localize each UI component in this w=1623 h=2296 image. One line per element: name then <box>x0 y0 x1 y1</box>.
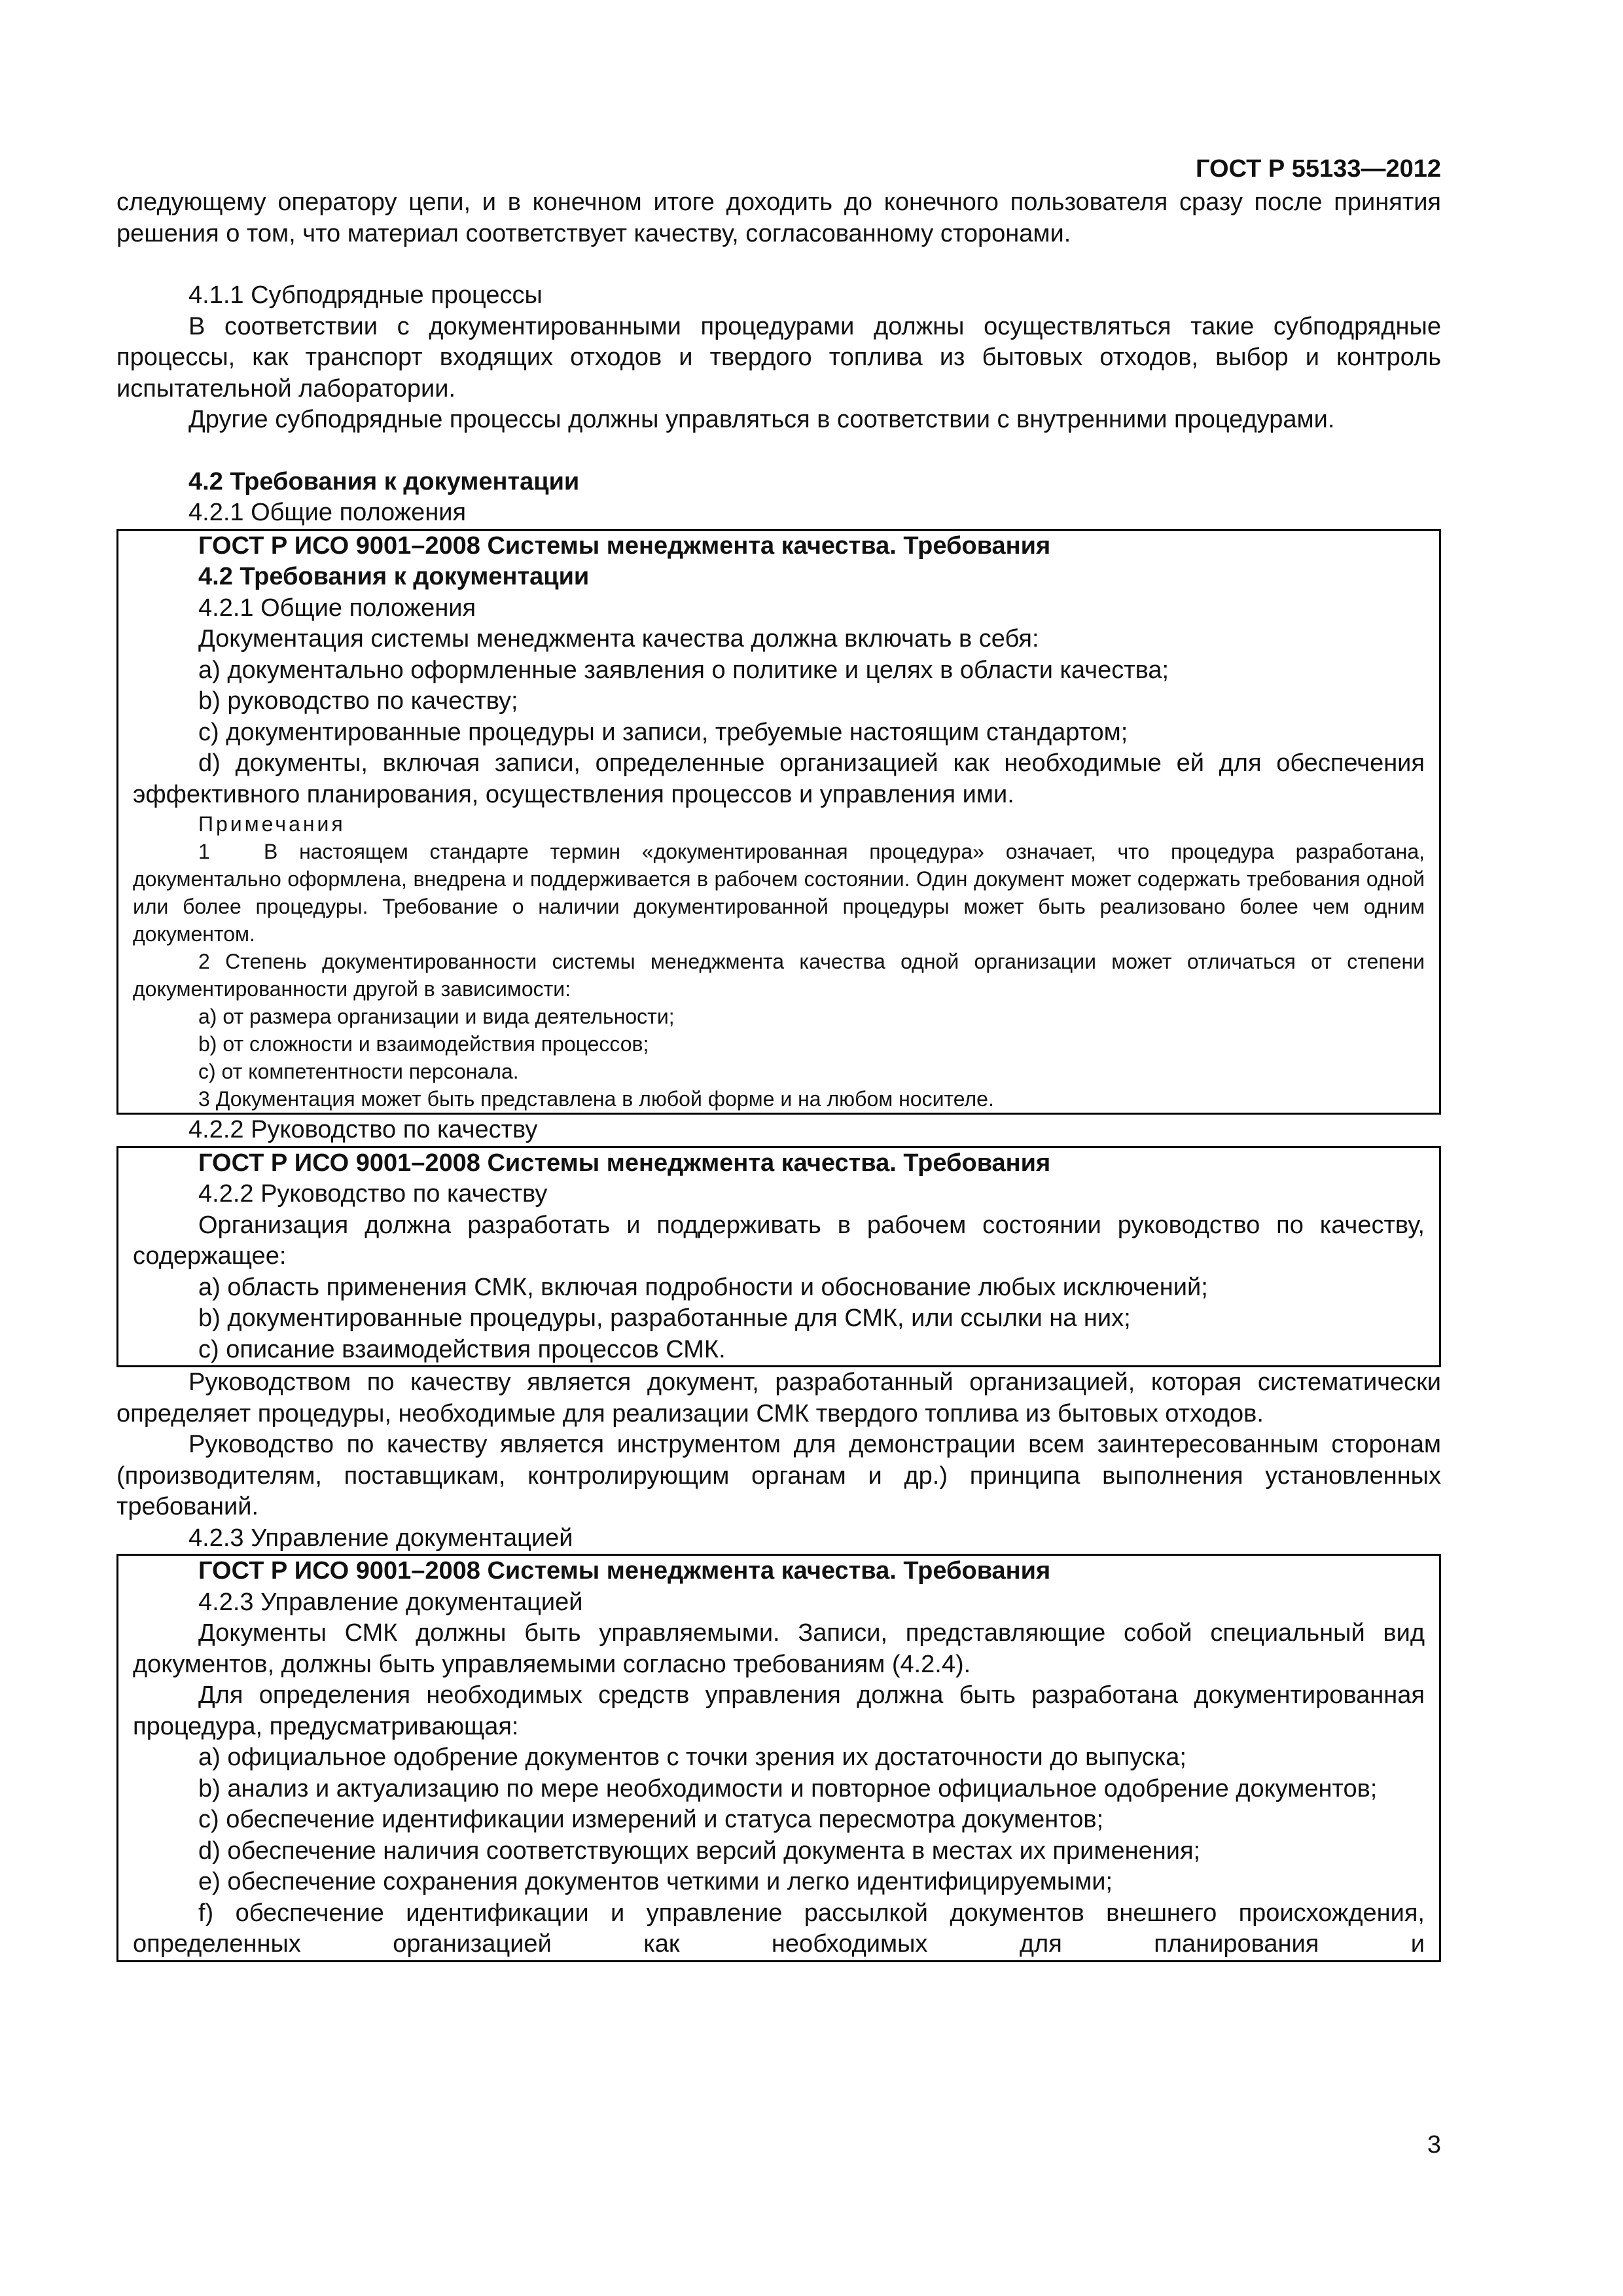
section-4-2-2-paragraph-1: Руководством по качеству является документ, разработанный организацией, которая систематически определяет процедуры, необходимые для реализации СМК твердого топлива из бытовых отходов. <box>116 1369 1441 1427</box>
quote-list-item: f) обеспечение идентификации и управление рассылкой документов внешнего происхождения, определенных организацией как необходимых для планирования и <box>133 1899 1425 1958</box>
quote-list-item: a) область применения СМК, включая подробности и обоснование любых исключений; <box>198 1273 1208 1301</box>
section-4-2-2-paragraph-2: Руководство по качеству является инструментом для демонстрации всем заинтересованным сторонам (производителям, поставщикам, контролирующим органам и др.) принципа выполнения установленных требований. <box>116 1431 1441 1520</box>
quote-box-4-2-3 <box>116 1554 1441 1962</box>
section-4-1-1-paragraph-2: Другие субподрядные процессы должны управляться в соответствии с внутренними процедурами. <box>188 406 1335 433</box>
note-3: 3 Документация может быть представлена в любой форме и на любом носителе. <box>198 1087 994 1111</box>
note-1-text: В настоящем стандарте термин «документированная процедура» означает, что процедура разработана, документально оформлена, внедрена и поддерживается в рабочем состоянии. Один документ может содержать требования одной или более процедуры. Требование о наличии документированной процедуры может быть реализовано более чем одним документом. <box>133 840 1425 946</box>
note-2-item: c) от компетентности персонала. <box>198 1060 519 1083</box>
quote-list-item: a) официальное одобрение документов с точки зрения их достаточности до выпуска; <box>198 1744 1186 1771</box>
quote-section-title: 4.2.2 Руководство по качеству <box>198 1180 548 1208</box>
quote-standard-title: ГОСТ Р ИСО 9001–2008 Системы менеджмента качества. Требования <box>198 531 1051 560</box>
quote-paragraph: Для определения необходимых средств управления должна быть разработана документированная процедура, предусматривающая: <box>133 1681 1425 1740</box>
quote-list-item: e) обеспечение сохранения документов четкими и легко идентифицируемыми; <box>198 1868 1113 1895</box>
quote-intro: Документация системы менеджмента качества должна включать в себя: <box>198 625 1039 653</box>
quote-list-item: d) документы, включая записи, определенные организацией как необходимые ей для обеспечения эффективного планирования, осуществления процессов и управления ими. <box>133 749 1425 808</box>
quote-list-item: d) обеспечение наличия соответствующих версий документа в местах их применения; <box>198 1837 1201 1865</box>
note-2: 2 Степень документированности системы менеджмента качества одной организации может отличаться от степени документированности другой в зависимости: <box>133 950 1425 1001</box>
quote-list-item: c) документированные процедуры и записи, требуемые настоящим стандартом; <box>198 718 1128 746</box>
quote-standard-title: ГОСТ Р ИСО 9001–2008 Системы менеджмента качества. Требования <box>198 1557 1051 1585</box>
quote-list-item: a) документально оформленные заявления о политике и целях в области качества; <box>198 656 1169 684</box>
quote-box-4-2-2 <box>116 1146 1441 1368</box>
note-2-item: a) от размера организации и вида деятельности; <box>198 1005 675 1028</box>
note-1 <box>133 838 1425 948</box>
section-4-2-3-title: 4.2.3 Управление документацией <box>188 1524 573 1552</box>
notes-title: Примечания <box>198 812 346 836</box>
quote-list-item: b) анализ и актуализацию по мере необходимости и повторное официальное одобрение документов; <box>198 1774 1378 1803</box>
page-number: 3 <box>1427 2131 1441 2159</box>
quote-list-item: c) обеспечение идентификации измерений и статуса пересмотра документов; <box>198 1806 1104 1833</box>
quote-standard-title: ГОСТ Р ИСО 9001–2008 Системы менеджмента качества. Требования <box>198 1149 1051 1177</box>
note-2-item: b) от сложности и взаимодействия процессов; <box>198 1032 649 1056</box>
page-content <box>116 187 1441 1962</box>
section-4-1-1-title: 4.1.1 Субподрядные процессы <box>188 281 543 309</box>
section-4-2-1-title: 4.2.1 Общие положения <box>188 499 467 526</box>
standard-code-header: ГОСТ Р 55133—2012 <box>1196 155 1441 183</box>
quote-list-item: b) документированные процедуры, разработанные для СМК, или ссылки на них; <box>198 1304 1131 1332</box>
quote-section-title: 4.2 Требования к документации <box>198 563 590 590</box>
section-4-2-title: 4.2 Требования к документации <box>188 467 580 495</box>
quote-section-title: 4.2.3 Управление документацией <box>198 1588 583 1616</box>
section-4-1-1-paragraph-1: В соответствии с документированными процедурами должны осуществляться такие субподрядные процессы, как транспорт входящих отходов и твердого топлива из бытовых отходов, выбор и контроль испытательной лаборатории. <box>116 312 1441 403</box>
note-1-number: 1 <box>198 840 210 863</box>
intro-paragraph: следующему оператору цепи, и в конечном итоге доходить до конечного пользователя сразу после принятия решения о том, что материал соответствует качеству, согласованному сторонами. <box>116 188 1441 247</box>
quote-intro: Организация должна разработать и поддерживать в рабочем состоянии руководство по качеству, содержащее: <box>133 1211 1425 1270</box>
quote-box-4-2-1 <box>116 529 1441 1115</box>
quote-subsection-title: 4.2.1 Общие положения <box>198 594 476 622</box>
quote-paragraph: Документы СМК должны быть управляемыми. Записи, представляющие собой специальный вид документов, должны быть управляемыми согласно требованиям (4.2.4). <box>133 1619 1425 1678</box>
quote-list-item: b) руководство по качеству; <box>198 687 518 715</box>
quote-list-item: c) описание взаимодействия процессов СМК. <box>198 1335 726 1363</box>
section-4-2-2-title: 4.2.2 Руководство по качеству <box>188 1116 538 1143</box>
